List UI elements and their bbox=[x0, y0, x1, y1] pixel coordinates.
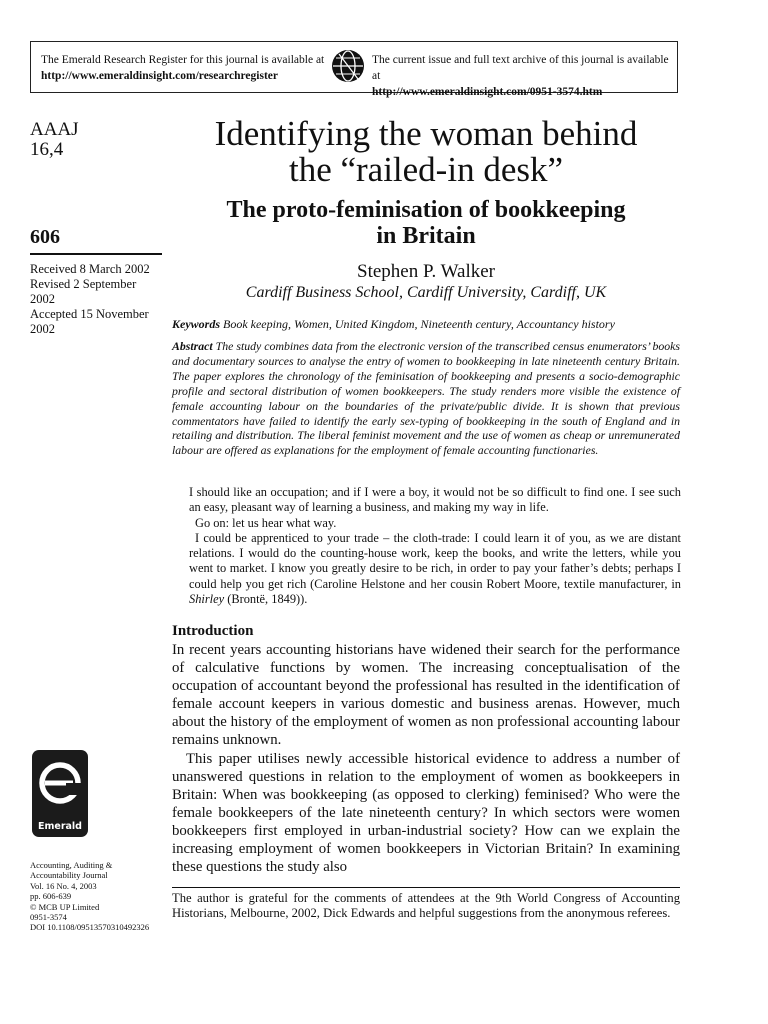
title-line-2: the “railed-in desk” bbox=[288, 150, 564, 189]
epigraph-paragraph: Go on: let us hear what way. bbox=[195, 515, 337, 530]
citation-line: © MCB UP Limited bbox=[30, 901, 100, 912]
research-register-banner bbox=[30, 41, 678, 98]
volume-issue: 16,4 bbox=[30, 139, 64, 160]
author-affiliation: Cardiff Business School, Cardiff University, Cardiff, UK bbox=[245, 284, 607, 301]
journal-abbrev: AAAJ bbox=[30, 119, 79, 140]
epigraph-paragraph: I should like an occupation; and if I were a boy, it would not be so difficult to find one. I see such an easy, pleasant way of learning a business, and making my way in life. bbox=[189, 485, 681, 515]
acknowledgement-footnote: The author is grateful for the comments of attendees at the 9th World Congress of Accounting Historians, Melbourne, 2002, Dick Edwards and helpful suggestions from the anonymous referees. bbox=[172, 891, 680, 920]
banner-right bbox=[372, 52, 677, 100]
article-title bbox=[172, 116, 680, 188]
emerald-logo bbox=[32, 750, 88, 837]
keywords-text: Book keeping, Women, United Kingdom, Nineteenth century, Accountancy history bbox=[223, 317, 615, 331]
banner-left bbox=[41, 52, 324, 84]
abstract-label: Abstract bbox=[172, 339, 213, 353]
body-paragraph: This paper utilises newly accessible historical evidence to address a number of unanswered questions in relation to the employment of women as bookkeepers in Britain: When was bookkeeping (as opposed to clerking) feminised? Who were the female bookkeepers of the late nineteenth century? In which sectors were women bookkeepers first employed in urban-industrial society? How can we explain the increasing employment of women bookkeepers in Victorian Britain? In examining these questions the study also bbox=[172, 750, 680, 876]
intro-body bbox=[172, 641, 680, 876]
author-name: Stephen P. Walker bbox=[357, 261, 495, 282]
keywords bbox=[172, 317, 680, 332]
margin-divider bbox=[30, 253, 162, 255]
journal-code bbox=[30, 120, 162, 160]
article-subtitle bbox=[172, 197, 680, 249]
journal-citation bbox=[30, 860, 162, 933]
body-paragraph: In recent years accounting historians have widened their search for the performance of calculative functions by women. The increasing conceptualisation of the occupation of accountant beyond the professional has resulted in the identification of female account keepers in various domestic and business arenas. However, much about the history of the employment of women as non professional accounting labour remains unknown. bbox=[172, 642, 680, 749]
epigraph-paragraph bbox=[189, 531, 681, 607]
received-date: Received 8 March 2002 bbox=[30, 262, 150, 276]
epigraph-text: I could be apprenticed to your trade – the cloth-trade: I could learn it of you, as we are distant relations. I would do the counting-house work, keep the books, and write the letters, while you went to market. I know you greatly desire to be rich, in order to pay your father’s debts; perhaps I could help you get rich (Caroline Helstone and her cousin Robert Moore, textile manufacturer, in bbox=[189, 530, 681, 591]
accepted-date: Accepted 15 November 2002 bbox=[30, 307, 149, 336]
abstract-text: The study combines data from the electronic version of the transcribed census enumerators’ books and documentary sources to analyse the entry of women to bookkeeping in late nineteenth century Britain. The paper explores the chronology of the feminisation of bookkeeping and presents a socio-demographic profile and sectoral distribution of women bookkeepers. The study renders more visible the existence of female accounting labour on the boundaries of the private/public divide. It is shown that previous commentators have failed to identify the early sex-typing of bookkeeping in the south of England and in retailing and distribution. The liberal feminist movement and the use of women as cheap or unremunerated labour are offered as explanations for the employment of female accounting functionaries. bbox=[172, 339, 681, 458]
page-number: 606 bbox=[30, 226, 60, 248]
archive-link[interactable]: http://www.emeraldinsight.com/0951-3574.htm bbox=[372, 86, 603, 98]
citation-line: 0951-3574 bbox=[30, 912, 67, 923]
epigraph bbox=[189, 485, 681, 607]
citation-line: Vol. 16 No. 4, 2003 bbox=[30, 880, 97, 891]
submission-history bbox=[30, 262, 162, 337]
keywords-label: Keywords bbox=[172, 317, 220, 331]
section-heading: Introduction bbox=[172, 623, 254, 639]
abstract bbox=[172, 339, 680, 458]
citation-line: Accounting, Auditing & bbox=[30, 860, 113, 870]
emerald-logo-icon bbox=[32, 750, 88, 814]
globe-icon bbox=[331, 49, 365, 83]
epigraph-book-title: Shirley bbox=[189, 592, 225, 607]
research-register-link[interactable]: http://www.emeraldinsight.com/researchregister bbox=[41, 70, 278, 82]
epigraph-text: (Brontë, 1849)). bbox=[224, 592, 308, 607]
citation-line: DOI 10.1108/09513570310492326 bbox=[30, 922, 150, 933]
citation-line: pp. 606-639 bbox=[30, 891, 72, 902]
footnote-divider bbox=[172, 887, 680, 888]
citation-line: Accountability Journal bbox=[30, 870, 108, 881]
emerald-logo-label: Emerald bbox=[38, 821, 82, 832]
subtitle-line-1: The proto-feminisation of bookkeeping bbox=[226, 197, 626, 223]
subtitle-line-2: in Britain bbox=[376, 223, 476, 249]
banner-left-text: The Emerald Research Register for this journal is available at bbox=[41, 54, 325, 66]
title-line-1: Identifying the woman behind bbox=[214, 114, 638, 153]
revised-date: Revised 2 September 2002 bbox=[30, 277, 137, 306]
banner-right-text: The current issue and full text archive of this journal is available at bbox=[372, 54, 669, 82]
